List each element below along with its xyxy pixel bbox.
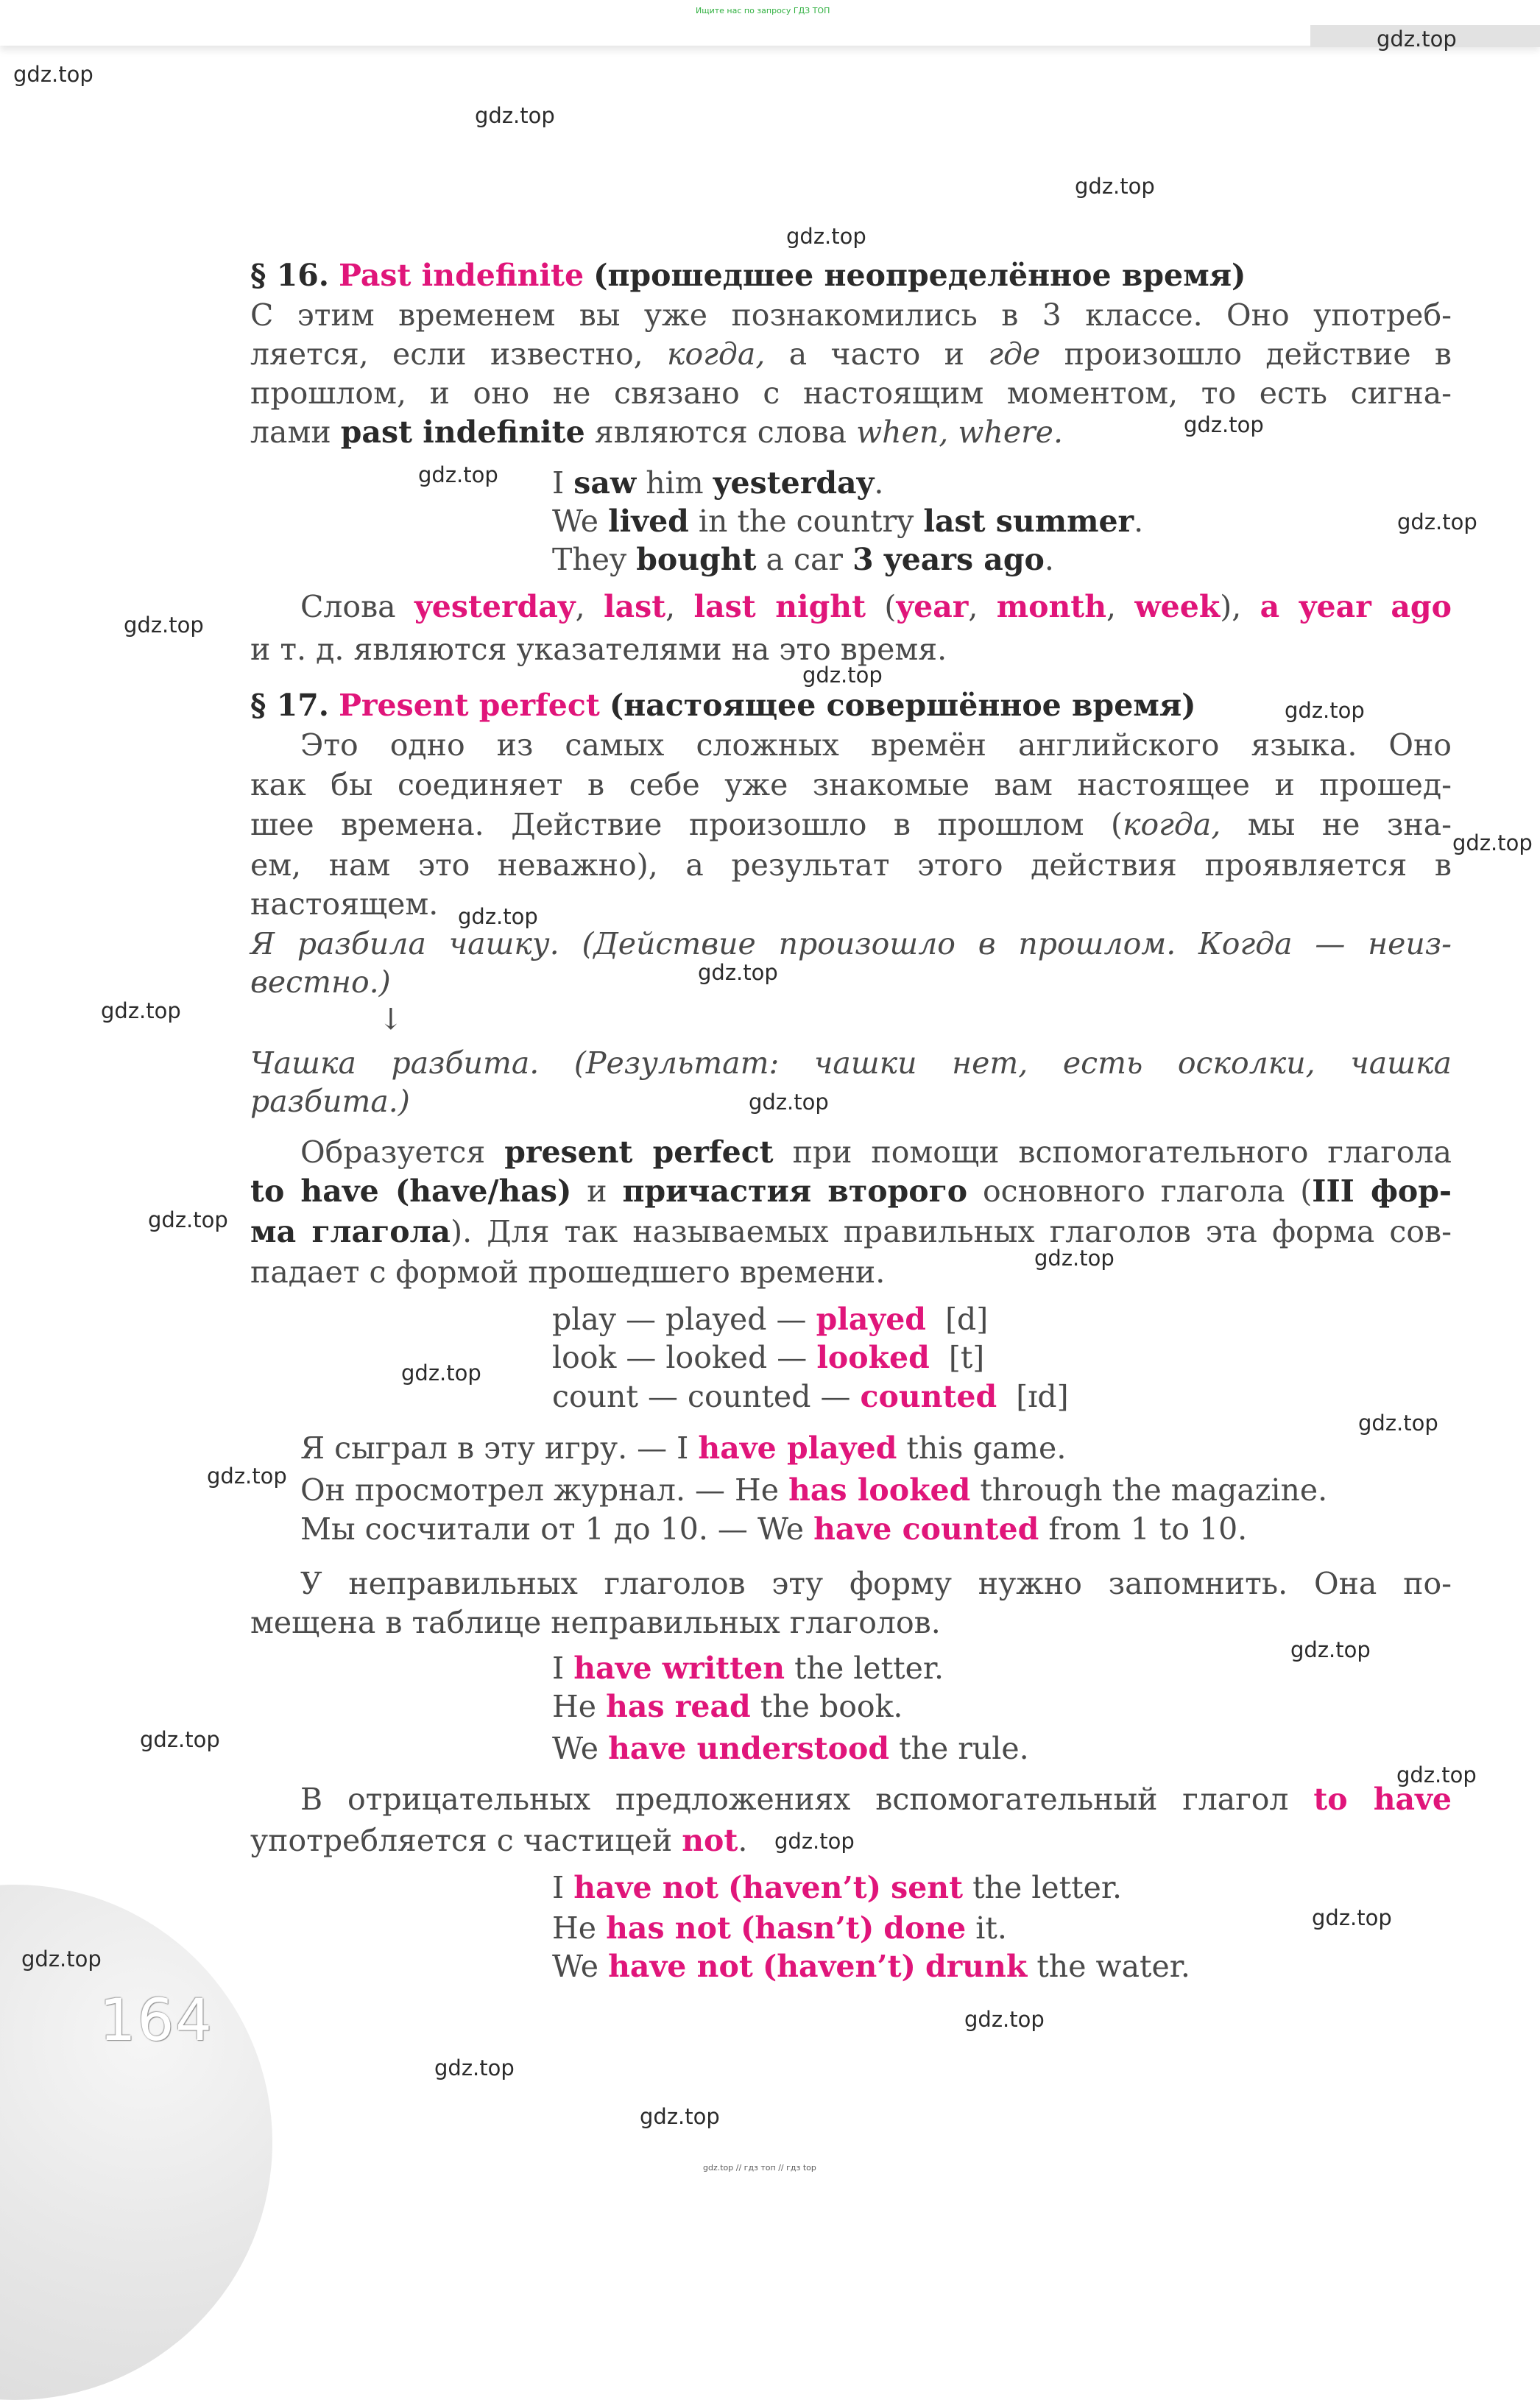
section-number: § 17. <box>250 688 330 723</box>
paragraph-line: ма глагола). Для так называемых правильных глаголов эта форма сов- <box>250 1214 1452 1249</box>
italic-example: вестно.) <box>250 964 391 1000</box>
paragraph-line: и т. д. являются указателями на это время. <box>250 632 947 667</box>
watermark: gdz.top <box>964 2007 1045 2032</box>
section-title-ru: (настоящее совершённое время) <box>609 688 1196 723</box>
paragraph-line: В отрицательных предложениях вспомогательный глагол to have <box>300 1782 1452 1817</box>
verb-form-row: count — counted — counted [ɪd] <box>552 1379 1069 1414</box>
negative-example: I have not (haven’t) sent the letter. <box>552 1870 1122 1905</box>
down-arrow-icon: ↓ <box>378 1003 403 1037</box>
translation-sentence: Он просмотрел журнал. — He has looked through the magazine. <box>300 1472 1328 1508</box>
watermark: gdz.top <box>774 1829 855 1854</box>
watermark: gdz.top <box>434 2055 515 2080</box>
section-title-en: Present perfect <box>339 688 600 723</box>
watermark: gdz.top <box>698 960 778 985</box>
negative-example: We have not (haven’t) drunk the water. <box>552 1949 1190 1984</box>
watermark: gdz.top <box>1397 509 1477 534</box>
example-sentence: They bought a car 3 years ago. <box>552 542 1054 577</box>
watermark: gdz.top <box>1312 1905 1392 1930</box>
paragraph-line: Это одно из самых сложных времён английского языка. Оно <box>300 727 1452 763</box>
watermark: gdz.top <box>101 998 181 1023</box>
section-title-ru: (прошедшее неопределённое время) <box>593 258 1246 293</box>
watermark: gdz.top <box>1377 27 1457 52</box>
paragraph-line: настоящем. <box>250 886 439 922</box>
top-search-note: Ищите нас по запросу ГДЗ ТОП <box>696 6 830 15</box>
section-title-en: Past indefinite <box>339 258 584 293</box>
paragraph-line: С этим временем вы уже познакомились в 3 классе. Оно употреб- <box>250 297 1452 333</box>
translation-sentence: Мы сосчитали от 1 до 10. — We have counted from 1 to 10. <box>300 1511 1248 1547</box>
section-number: § 16. <box>250 258 330 293</box>
watermark: gdz.top <box>1290 1637 1371 1662</box>
irregular-example: I have written the letter. <box>552 1651 944 1686</box>
watermark: gdz.top <box>458 904 538 929</box>
watermark: gdz.top <box>207 1464 287 1489</box>
watermark: gdz.top <box>475 103 555 128</box>
section-17-heading <box>250 686 1452 724</box>
watermark: gdz.top <box>786 224 866 249</box>
watermark: gdz.top <box>418 462 498 487</box>
verb-form-row: look — looked — looked [t] <box>552 1340 985 1375</box>
watermark: gdz.top <box>1396 1762 1477 1787</box>
irregular-example: We have understood the rule. <box>552 1731 1029 1766</box>
watermark: gdz.top <box>140 1727 220 1752</box>
paragraph-line: падает с формой прошедшего времени. <box>250 1254 886 1290</box>
watermark: gdz.top <box>124 613 204 638</box>
translation-sentence: Я сыграл в эту игру. — I have played this game. <box>300 1430 1067 1466</box>
paragraph-line: прошлом, и оно не связано с настоящим моментом, то есть сигна- <box>250 375 1452 411</box>
irregular-example: He has read the book. <box>552 1689 903 1724</box>
example-sentence: We lived in the country last summer. <box>552 504 1144 539</box>
page-number: 164 <box>99 1988 213 2054</box>
italic-example: разбита.) <box>250 1084 410 1119</box>
watermark: gdz.top <box>1452 830 1533 855</box>
markers-line: Слова yesterday, last, last night (year, month, week), a year ago <box>300 589 1452 624</box>
watermark: gdz.top <box>1034 1246 1115 1271</box>
italic-example: Я разбила чашку. (Действие произошло в прошлом. Когда — неиз- <box>250 926 1452 961</box>
paragraph-line: У неправильных глаголов эту форму нужно запомнить. Она по- <box>300 1566 1452 1601</box>
watermark: gdz.top <box>148 1207 228 1232</box>
negative-example: He has not (hasn’t) done it. <box>552 1910 1007 1946</box>
paragraph-line: как бы соединяет в себе уже знакомые вам настоящее и прошед- <box>250 767 1452 802</box>
watermark: gdz.top <box>640 2104 720 2129</box>
watermark: gdz.top <box>1358 1411 1438 1436</box>
paragraph-line: ляется, если известно, когда, а часто и где произошло действие в <box>250 336 1452 372</box>
paragraph-line: шее времена. Действие произошло в прошлом (когда, мы не зна- <box>250 807 1452 842</box>
italic-example: Чашка разбита. (Результат: чашки нет, есть осколки, чашка <box>250 1045 1452 1081</box>
paragraph-line: лами past indefinite являются слова when, where. <box>250 414 1063 450</box>
watermark: gdz.top <box>802 663 883 688</box>
watermark: gdz.top <box>21 1947 102 1972</box>
watermark: gdz.top <box>13 62 93 87</box>
watermark: gdz.top <box>1285 698 1365 723</box>
footer-note: gdz.top // гдз топ // гдз top <box>703 2163 816 2173</box>
paragraph-line: to have (have/has) и причастия второго основного глагола (III фор- <box>250 1173 1452 1209</box>
paragraph-line: Образуется present perfect при помощи вспомогательного глагола <box>300 1134 1452 1170</box>
watermark: gdz.top <box>749 1090 829 1115</box>
watermark: gdz.top <box>1184 412 1264 437</box>
verb-form-row: play — played — played [d] <box>552 1302 989 1337</box>
paragraph-line: мещена в таблице неправильных глаголов. <box>250 1605 941 1640</box>
paragraph-line: ем, нам это неважно), а результат этого действия проявляется в <box>250 847 1452 883</box>
watermark: gdz.top <box>401 1360 481 1386</box>
example-sentence: I saw him yesterday. <box>552 465 884 501</box>
section-16-heading <box>250 256 1452 294</box>
paragraph-line: употребляется с частицей not. <box>250 1823 748 1858</box>
watermark: gdz.top <box>1075 174 1155 199</box>
